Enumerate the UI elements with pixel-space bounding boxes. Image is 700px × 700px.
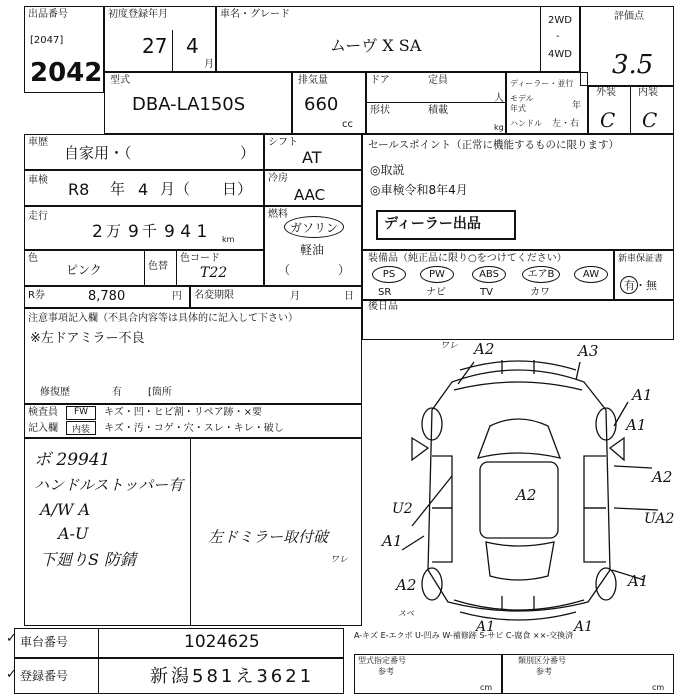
color-code-value: T22 [200,265,228,281]
diag-mark-3: A3 [578,342,599,360]
warranty-value: 有・無 [624,279,657,292]
shift-value: AT [302,148,322,167]
damage-legend: A-キズ E-エクボ U-凹み W-補修跡 S-サビ C-腐食 ××-交換済 [354,631,574,640]
repair-label: 修復歴 [40,387,70,398]
mileage-rest: 9 4 1 [164,222,208,242]
sales-label: セールスポイント（正常に機能するものに限ります） [368,139,620,151]
equip-navi: ナビ [426,287,446,298]
name-change-month: 月 [290,291,300,302]
equip-pw [420,266,454,283]
load-label: 積載 [428,105,448,116]
diag-mark-4: A1 [632,386,653,404]
divider [176,250,177,286]
hand-line2: ハンドルストッパー有 [34,476,184,494]
shape-label: 形状 [370,105,390,116]
inspection-month-unit: 月（ [160,180,191,198]
equip-sr: SR [378,287,392,298]
inspection-month: 4 [138,180,149,199]
history-label: 車歴 [28,137,48,148]
model-label: 車名・グレード [220,9,290,20]
hand-line3: A/W A [40,500,91,519]
fuel-diesel: 軽油 [300,243,325,257]
aircon-label: 冷房 [268,173,288,184]
disp-unit: cc [342,119,353,130]
dealer-badge-text: ディーラー出品 [384,216,481,232]
divider [144,250,145,286]
inspection-label: 車検 [28,175,48,186]
fuel-gasoline: ガソリン [290,221,339,235]
inspector-label2: 記入欄 [28,423,58,434]
rating-label: 評価点 [614,11,644,22]
inspector-prefix1-label: FW [73,407,89,417]
history-value: 自家用・（ [64,144,132,162]
color-change-label: 色替 [148,261,168,272]
equip-tv: TV [480,287,493,298]
diag-mark-14: A1 [476,619,496,635]
recycle-label: R券 [28,290,45,301]
inspection-year-unit: 年 [110,180,126,198]
divider [630,86,631,134]
chassis-value: 1024625 [184,632,260,652]
inspection-day-unit: 日） [222,180,253,198]
diag-mark-1: ワレ [440,341,459,351]
reg-month: 4 [186,34,199,58]
fuel-label: 燃料 [268,209,288,220]
diag-mark-7: UA2 [644,511,675,527]
fuel-paren-close: ） [338,263,351,277]
inspector-prefix1 [66,406,96,420]
hand-right-note2: ワレ [330,555,349,565]
equip-aw [574,266,608,283]
ext-value: C [600,108,616,132]
handle-label: ハンドル [510,119,542,128]
drive-4wd: 4WD [548,49,572,60]
model-year-sub: 年式 [510,104,526,113]
class-no-ref: 参考 [536,667,552,676]
dealer-label: ディーラー・並行 [510,79,574,88]
ext-label: 外装 [596,87,616,98]
regno-label: 登録番号 [20,669,69,683]
equip-pw-label: PW [429,269,445,280]
type-no-cm: cm [480,683,493,692]
diag-mark-5: A1 [626,416,647,434]
diag-mark-10: A2 [652,468,673,486]
reg-year: 27 [142,34,168,58]
name-change-day: 日 [344,291,354,302]
color-code-label: 色コード [180,253,220,264]
inspector-label1: 検査員 [28,407,58,418]
reg-month-unit: 月 [204,59,214,70]
sales-item1: ◎取説 [370,163,405,177]
capacity-label: 定員 [428,75,448,86]
equipment-label: 装備品（純正品に限り○をつけてください） [368,253,567,264]
type-value: DBA-LA150S [132,94,246,115]
equip-abs [472,266,506,283]
class-no-label: 類別区分番号 [518,656,566,665]
divider [366,102,506,103]
mileage-sen-unit: 千 [142,222,158,240]
type-label: 型式 [110,75,130,86]
first-reg-label: 初度登録年月 [108,9,168,20]
mileage-man: 2 [92,222,103,242]
shift-label: シフト [268,137,298,148]
name-change-label: 名変期限 [194,290,234,301]
chassis-label: 車台番号 [20,635,69,649]
equip-abs-label: ABS [479,269,499,280]
inspector-row2: キズ・汚・コゲ・穴・スレ・キレ・破し [104,423,284,434]
hand-line1: ボ 29941 [34,450,111,470]
rear-label: 後日品 [368,301,398,312]
divider [540,6,541,72]
diag-mark-13: スベ [398,609,414,618]
equip-airbag [522,266,560,283]
divider [190,438,191,626]
diag-mark-2: A2 [474,340,495,358]
diag-mark-8: U2 [392,501,413,517]
mileage-sen: 9 [128,222,139,242]
hand-line5: 下廻りS 防錆 [40,550,137,569]
regno-value: 新潟581え3621 [150,666,315,687]
drive-marks: - [556,31,560,42]
mileage-man-unit: 万 [106,222,122,240]
model-year-label: モデル [510,94,534,103]
mileage-label: 走行 [28,211,48,222]
diag-mark-9: A1 [382,532,403,550]
recycle-value: 8,780 [88,289,126,304]
color-label: 色 [28,253,38,264]
history-close: ） [240,144,256,162]
lot-label: 出品番号 [28,9,68,20]
inspector-prefix2-label: 内装 [71,425,90,435]
rear-box [362,300,674,340]
fuel-paren-open: （ [278,263,291,277]
capacity-unit: 人 [494,93,504,104]
int-label: 内装 [638,87,658,98]
load-unit: kg [494,123,504,132]
diag-mark-12: A2 [396,576,417,594]
year-unit: 年 [572,101,582,111]
history-box [24,134,264,170]
model-name: ムーヴ X SA [330,36,422,55]
warranty-label: 新車保証書 [618,254,664,264]
inspection-era: R8 [68,180,90,199]
class-no-cm: cm [652,683,665,692]
type-no-ref: 参考 [378,667,394,676]
hand-line4: A-U [58,524,89,543]
int-value: C [642,108,658,132]
repair-location: [箇所 [148,387,172,398]
repair-value: 有 [112,387,122,398]
disp-label: 排気量 [298,75,328,86]
recycle-unit: 円 [172,291,182,302]
inspector-row1: キズ・凹・ヒビ割・リペア跡・×要 [104,407,262,418]
aircon-value: AAC [294,186,326,204]
regno-check: ✓ [6,667,17,682]
diag-mark-6: A2 [516,486,537,504]
type-no-label: 型式指定番号 [358,656,406,665]
diag-mark-11: A1 [628,572,649,590]
hand-right-note: 左ドミラー取付破 [208,528,329,546]
disp-value: 660 [304,94,339,115]
mileage-km: km [222,235,235,244]
equip-ps [372,266,406,283]
equip-airbag-label: エアB [527,269,555,280]
lot-number: 2042 [30,58,103,88]
chassis-check: ✓ [6,631,17,646]
inspector-prefix2 [66,421,96,435]
sales-item2: ◎車検令和8年4月 [370,183,468,197]
equip-leather: カワ [530,287,550,298]
notes-label: 注意事項記入欄（不具合内容等は具体的に記入して下さい） [28,313,298,324]
rating-value: 3.5 [612,50,654,80]
equip-ps-label: PS [382,269,396,280]
divider [172,30,173,72]
diag-mark-15: A1 [574,619,594,635]
handle-opts: 左・右 [552,119,580,129]
notes-line1: ※左ドアミラー不良 [30,331,145,346]
drive-2wd: 2WD [548,15,572,26]
doors-label: ドア [370,75,390,86]
color-value: ピンク [66,263,102,277]
equip-aw-label: AW [582,269,600,280]
lot-code: [2047] [30,35,64,46]
